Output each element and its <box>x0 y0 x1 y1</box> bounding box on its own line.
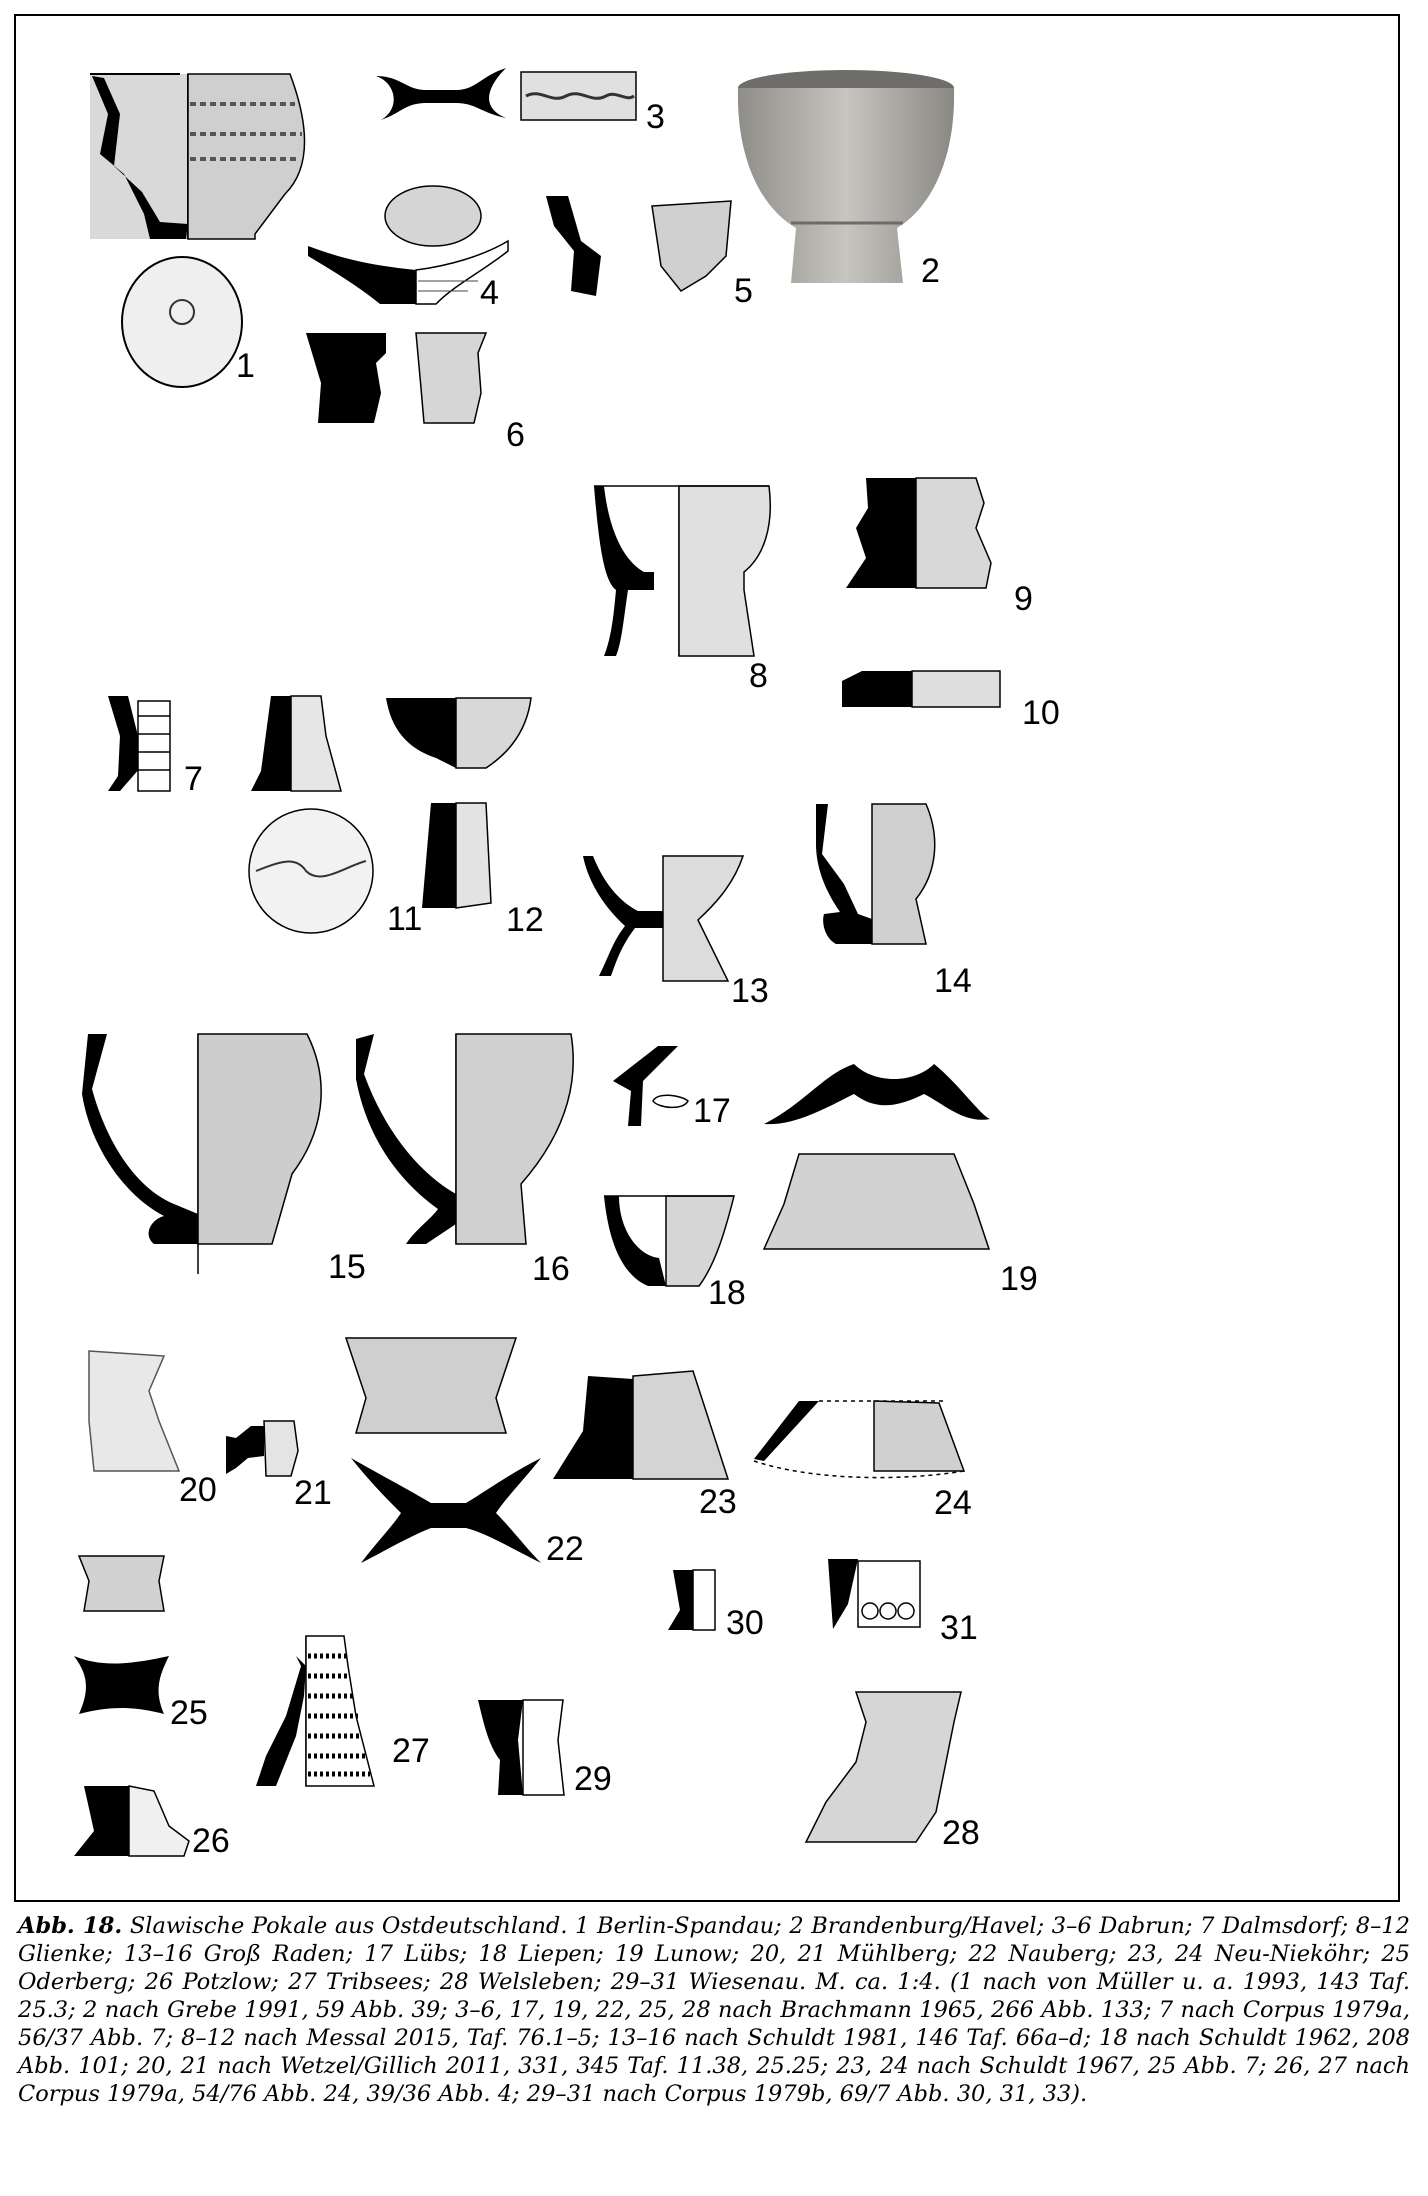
caption-text: Slawische Pokale aus Ostdeutschland. 1 Berlin-Spandau; 2 Brandenburg/Havel; 3–6 Dabrun; 7 Dalmsdorf; 8–12 Glienke; 13–16 Groß Raden; 17 Lübs; 18 Liepen; 19 Lunow; 20, 21 Mühlberg; 22 Nauberg; 23, 24 Neu-Nieköhr; 25 Oderberg; 26 Potzlow; 27 Tribsees; 28 Welsleben; 29–31 Wiesenau. M. ca. 1:4. (1 nach von Müller u. a. 1993, 143 Taf. 25.3; 2 nach Grebe 1991, 59 Abb. 39; 3–6, 17, 19, 22, 25, 28 nach Brachmann 1965, 266 Abb. 133; 7 nach Corpus 1979a, 56/37 Abb. 7; 8–12 nach Messal 2015, Taf. 76.1–5; 13–16 nach Schuldt 1981, 146 Taf. 66a–d; 18 nach Schuldt 1962, 208 Abb. 101; 20, 21 nach Wetzel/Gillich 2011, 331, 345 Taf. 11.38, 25.25; 23, 24 nach Schuldt 1967, 25 Abb. 7; 26, 27 nach Corpus 1979a, 54/76 Abb. 24, 39/36 Abb. 4; 29–31 nach Corpus 1979b, 69/7 Abb. 30, 31, 33). <box>18 1913 1410 2107</box>
goblet-drawing-4 <box>308 186 538 321</box>
figure-number: 30 <box>726 1604 764 1642</box>
figure-7 <box>108 696 238 806</box>
figure-number: 8 <box>749 657 768 695</box>
goblet-drawing-28 <box>806 1692 1026 1892</box>
goblet-drawing-29 <box>478 1700 658 1830</box>
figure-number: 17 <box>693 1092 731 1130</box>
figure-5 <box>546 196 776 316</box>
caption-label: Abb. 18. <box>18 1913 123 1939</box>
figure-number: 1 <box>236 347 255 385</box>
figure-24 <box>754 1401 1044 1536</box>
goblet-drawing-27 <box>256 1636 456 1796</box>
figure-27 <box>256 1636 456 1796</box>
figure-29 <box>478 1700 658 1830</box>
figure-25 <box>74 1556 274 1756</box>
figure-19 <box>764 1064 1064 1314</box>
goblet-drawing-24 <box>754 1401 1044 1536</box>
goblet-drawing-9 <box>846 478 1076 628</box>
figure-23 <box>553 1371 763 1531</box>
goblet-drawing-18 <box>604 1196 784 1316</box>
figure-number: 16 <box>532 1250 570 1288</box>
figure-number: 28 <box>942 1814 980 1852</box>
figure-6 <box>306 328 556 458</box>
figure-number: 10 <box>1022 694 1060 732</box>
figure-number: 22 <box>546 1530 584 1568</box>
goblet-drawing-7 <box>108 696 238 806</box>
figure-4 <box>308 186 538 321</box>
figure-number: 25 <box>170 1694 208 1732</box>
figure-caption <box>18 1912 1410 2108</box>
goblet-drawing-3 <box>376 68 676 138</box>
figure-3 <box>376 68 676 138</box>
figure-number: 11 <box>387 900 423 938</box>
figure-number: 13 <box>731 972 769 1010</box>
figure-number: 27 <box>392 1732 430 1770</box>
figure-number: 23 <box>699 1483 737 1521</box>
figure-number: 20 <box>179 1471 217 1509</box>
figure-number: 9 <box>1014 580 1033 618</box>
figure-30 <box>668 1570 788 1660</box>
figure-number: 18 <box>708 1274 746 1312</box>
figure-21 <box>226 1416 366 1526</box>
figure-number: 24 <box>934 1484 972 1522</box>
plate-frame <box>14 14 1400 1902</box>
figure-number: 21 <box>294 1474 332 1512</box>
figure-number: 3 <box>646 98 665 136</box>
figure-1 <box>90 74 330 404</box>
goblet-drawing-26 <box>74 1786 274 1886</box>
figure-26 <box>74 1786 274 1886</box>
figure-number: 26 <box>192 1822 230 1860</box>
figure-9 <box>846 478 1076 628</box>
figure-number: 6 <box>506 416 525 454</box>
figure-number: 15 <box>328 1248 366 1286</box>
figure-number: 29 <box>574 1760 612 1798</box>
figure-number: 2 <box>921 252 940 290</box>
figure-number: 4 <box>480 274 499 312</box>
figure-8 <box>594 486 784 706</box>
figure-number: 31 <box>940 1609 978 1647</box>
figure-number: 14 <box>934 962 972 1000</box>
figure-15 <box>82 1034 392 1304</box>
figure-31 <box>828 1559 1028 1659</box>
figure-18 <box>604 1196 784 1316</box>
figure-12 <box>386 698 606 958</box>
figure-10 <box>842 671 1082 751</box>
figure-number: 12 <box>506 901 544 939</box>
goblet-drawing-12 <box>386 698 606 958</box>
goblet-drawing-31 <box>828 1559 1028 1659</box>
goblet-drawing-1 <box>90 74 330 404</box>
figure-14 <box>816 804 1056 1024</box>
figure-number: 7 <box>184 760 203 798</box>
figure-13 <box>583 856 783 1016</box>
figure-28 <box>806 1692 1026 1892</box>
figure-number: 19 <box>1000 1260 1038 1298</box>
figure-number: 5 <box>734 272 753 310</box>
